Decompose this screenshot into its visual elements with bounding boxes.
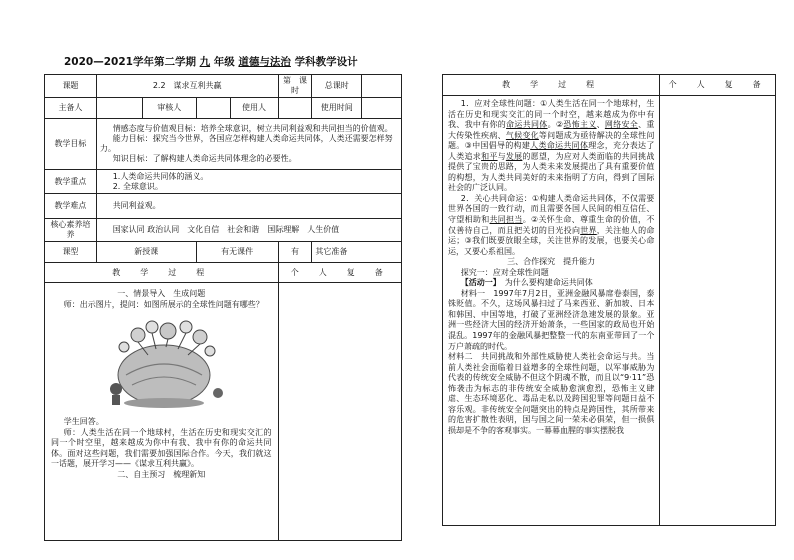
activity-1 [448, 278, 654, 289]
reviewer-label: 审核人 [142, 98, 196, 119]
activity-1-label: 【活动一】 [460, 278, 497, 288]
section-1-heading: 一、情景导入 生成问题 [117, 289, 206, 298]
literacy-label: 核心素养培养 [45, 219, 97, 242]
teacher-question: 师：出示图片，提问：如图所展示的全球性问题有哪些？ [63, 299, 264, 309]
right-process-body [448, 99, 654, 437]
blank-peace: 和平 [481, 151, 498, 161]
key-points-label: 教学重点 [45, 170, 97, 194]
key-point-2: 2. 全球意识。 [112, 181, 163, 191]
difficult-points-value: 共同利益观。 [96, 194, 401, 219]
blank-common-responsibility: 共同担当 [489, 215, 523, 225]
topic-value: 2.2 谋求互利共赢 [96, 75, 278, 98]
total-lessons-value [362, 75, 402, 98]
process-continuation-table [442, 74, 776, 526]
left-process-body [51, 289, 272, 480]
section-3-heading: 三、合作探究 提升能力 [507, 257, 596, 267]
key-points-content [96, 170, 401, 194]
global-issues-illustration [51, 313, 272, 413]
title-grade-suffix: 年级 [213, 56, 235, 68]
document-title [64, 54, 358, 69]
blank-climate-change: 气候变化 [505, 130, 539, 140]
section-2-heading: 二、自主预习 梳理新知 [117, 469, 206, 479]
title-suffix: 学科教学设计 [294, 56, 358, 68]
right-process-header: 教 学 过 程 [443, 75, 660, 96]
student-answer: 学生回答。 [63, 417, 104, 427]
point-common-destiny: 2．关心共同命运：①构建人类命运共同体，不仅需要世界各国的一致行动，而且需要各国人民间的相互信任、守望相助和共同担当。②关怀生命、尊重生命的价值，不仅善待自己，而且把关切的目光投向世界，关注他人的命运；③我们既要放眼全球，关注世界的发展，也要关心命运，又要心系祖国。 [448, 193, 655, 256]
other-prep-label: 其它准备 [312, 242, 402, 263]
use-time-value [362, 98, 402, 119]
lesson-type-value: 新授课 [96, 242, 196, 263]
lesson-type-label: 课型 [45, 242, 97, 263]
personal-review-header: 个 人 复 备 [278, 263, 402, 283]
title-grade: 九 [199, 56, 211, 68]
material-2: 材料二 共同挑战和外部性威胁使人类社会命运与共。当前人类社会面临着日益增多的全球性问题，以军事威胁为代表的传统安全威胁不但这个阴魂不散，而且以“9·11”恐怖袭击为标志的非传统安全威胁愈演愈烈，恐怖主义肆虐、生态环境恶化、毒品走私以及跨国犯罪等问题日益不容乐观。非传统安全问题突出的特点是跨国性，其所带来的危害扩散性表明，国与国之间一荣未必俱荣，但一损俱损却是不争的客观事实。一幕幕血腥的事实摆脱我 [448, 352, 655, 435]
global-problems-image [86, 313, 236, 413]
right-review-cell [660, 96, 776, 526]
title-subject: 道德与法治 [238, 56, 291, 68]
goals-content [96, 119, 401, 170]
lesson-no-label: 第 课时 [278, 75, 312, 98]
reviewer-value [196, 98, 230, 119]
left-review-cell [278, 283, 402, 541]
courseware-label: 有无课件 [196, 242, 278, 263]
blank-community: 命运共同体 [506, 120, 548, 130]
blank-world: 世界 [580, 225, 597, 235]
left-process-cell [45, 283, 279, 541]
teaching-process-header: 教 学 过 程 [45, 263, 279, 283]
right-process-cell [443, 96, 660, 526]
material-1: 材料一 1997年7月2日，亚洲金融风暴席卷泰国，泰铢贬值。不久，这场风暴扫过了马来西亚、新加坡、日本和韩国、中国等地，打破了亚洲经济急速发展的景象。亚洲一些经济大国的经济开始萧条，一些国家的政局也开始混乱。1997年的金融风暴把整整一代的东南亚带回了一个万户萧疏的时代。 [448, 288, 655, 351]
point-global-issues: 1．应对全球性问题：①人类生活在同一个地球村，生活在历史和现实交汇的同一个时空，越来越成为你中有我、我中有你的命运共同体。②恐怖主义、网络安全、重大传染性疾病、气候变化等问题成为亟待解决的全球性问题。③中国倡导的构建人类命运共同体理念，充分表达了人类追求和平与发展的愿望，为应对人类面临的共同挑战提供了宝贵的思路，为人类未来发展提出了具有重要价值的构想，为人类共同美好的未来指明了方向，得到了国际社会的广泛认同。 [448, 99, 655, 193]
courseware-value: 有 [278, 242, 312, 263]
topic-label: 课题 [45, 75, 97, 98]
blank-development: 发展 [505, 151, 523, 161]
blank-terrorism: 恐怖主义 [563, 120, 597, 130]
goals-label: 教学目标 [45, 119, 97, 170]
total-lessons-label: 总课时 [312, 75, 362, 98]
activity-1-question: 为什么要构建命运共同体 [504, 278, 593, 288]
blank-shared-future: 人类命运共同体 [530, 141, 589, 151]
inquiry-1-title: 探究一：应对全球性问题 [460, 267, 549, 277]
teacher-explanation: 师：人类生活在同一个地球村，生活在历史和现实交汇的同一个时空里，越来越成为你中有我、我中有你的命运共同体。面对这些问题，我们需要加强国际合作。今天，我们就这一话题，展开学习——《谋求互利共赢》。 [51, 427, 272, 469]
goal-emotion: 情感态度与价值观目标：培养全球意识，树立共同利益观和共同担当的价值观。 [112, 124, 393, 133]
user-label: 使用人 [230, 98, 278, 119]
difficult-points-label: 教学难点 [45, 194, 97, 219]
goal-ability: 能力目标：探究当今世界，各国应怎样构建人类命运共同体，人类还需要怎样努力。 [99, 134, 393, 153]
lesson-info-table [44, 74, 402, 541]
key-point-1: 1.人类命运共同体的涵义。 [112, 171, 209, 181]
literacy-value: 国家认同 政治认同 文化自信 社会和谐 国际理解 人生价值 [96, 219, 401, 242]
preparer-label: 主备人 [45, 98, 97, 119]
preparer-value [96, 98, 142, 119]
user-value [278, 98, 312, 119]
title-prefix: 2020—2021学年第二学期 [64, 56, 196, 68]
goal-knowledge: 知识目标：了解构建人类命运共同体理念的必要性。 [112, 154, 297, 163]
use-time-label: 使用时间 [312, 98, 362, 119]
right-review-header: 个 人 复 备 [660, 75, 776, 96]
blank-network-security: 网络安全 [604, 120, 639, 130]
